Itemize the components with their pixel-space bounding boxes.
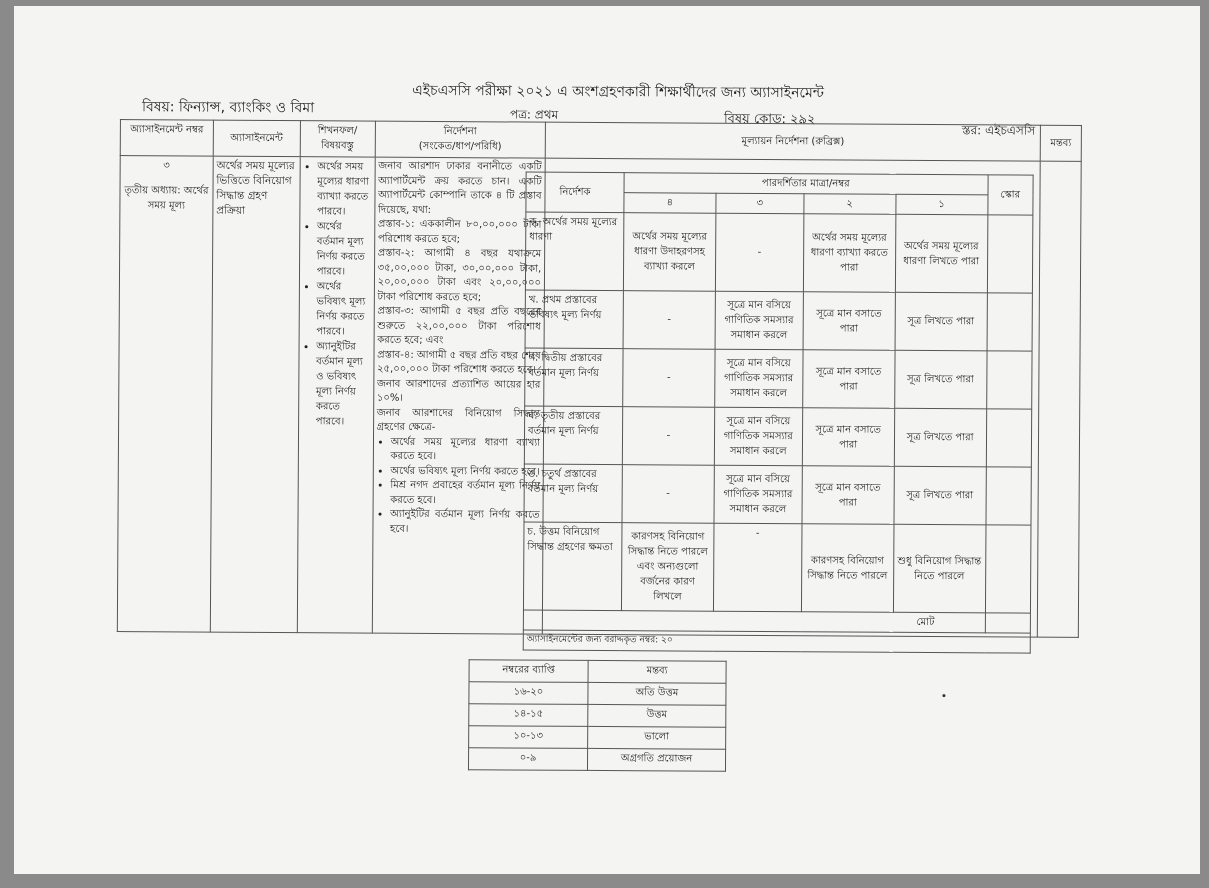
level-4-header: ৪ — [624, 193, 716, 214]
grade-header-remark: মন্তব্য — [588, 660, 726, 683]
instruction-bullet: • অর্থের সময় মূল্যের ধারণা ব্যাখ্যা করতে হবে। — [390, 435, 540, 465]
header-remarks: মন্তব্য — [1040, 125, 1081, 161]
instruction-bullet: • অ্যানুইটির বর্তমান মূল্য নির্ণয় করতে হবে। — [390, 508, 540, 538]
header-instruction: নির্দেশনা (সংকেত/ধাপ/পরিধি) — [375, 121, 546, 158]
total-score-cell — [985, 613, 1031, 633]
allocated-marks: অ্যাসাইনমেন্টের জন্য বরাদ্দকৃত নম্বর: ২০ — [523, 630, 1030, 653]
score-cell — [986, 409, 1032, 467]
remarks-cell — [1037, 161, 1081, 637]
score-cell — [985, 525, 1031, 613]
outcome-item: • অর্থের ভবিষ্যৎ মূল্য নির্ণয় করতে পারবে। — [316, 279, 370, 339]
level-3-header: ৩ — [716, 193, 804, 214]
header-assignment-no: অ্যাসাইনমেন্ট নম্বর — [120, 120, 213, 157]
grade-row: ০-৯ অগ্রগতি প্রয়োজন — [468, 748, 725, 772]
assignment-number: ৩ — [163, 160, 170, 172]
rubric-row: ক. অর্থের সময় মূল্যের ধারণা অর্থের সময় মূল্যের ধারণা উদাহরণসহ ব্যাখ্যা করলে - অর্থের সময় মূল্যের ধারণা ব্যাখ্যা করতে পারা অর্থের সময় মূল্যের ধারণা লিখতে পারা — [525, 212, 1032, 293]
proficiency-header: পারদর্শিতার মাত্রা/নম্বর — [624, 173, 988, 195]
subject-label: বিষয়: ফিন্যান্স, ব্যাংকিং ও বিমা — [141, 99, 315, 117]
rubric-row: খ. প্রথম প্রস্তাবের ভবিষ্যৎ মূল্য নির্ণয় - সূত্রে মান বসিয়ে গাণিতিক সমস্যার সমাধান করলে সূত্রে মান বসাতে পারা সূত্র লিখতে পারা — [525, 290, 1032, 351]
grade-table — [468, 659, 727, 772]
level-1-header: ১ — [896, 194, 988, 215]
rubric-table — [523, 172, 1034, 654]
subject-code: বিষয় কোড: ২৯২ — [723, 111, 816, 128]
grade-header-range: নম্বরের ব্যাপ্তি — [469, 660, 588, 683]
rubric-row: গ. দ্বিতীয় প্রস্তাবের বর্তমান মূল্য নির্ণয় - সূত্রে মান বসিয়ে গাণিতিক সমস্যার সমাধান করলে সূত্রে মান বসাতে পারা সূত্র লিখতে পারা — [525, 348, 1032, 409]
score-cell — [986, 467, 1032, 525]
outcome-item: • অ্যানুইটির বর্তমান মূল্য ও ভবিষ্যৎ মূল্য নির্ণয় করতে পারবে। — [316, 339, 370, 429]
assignment-number-cell — [117, 156, 213, 633]
rubric-row: ঘ. তৃতীয় প্রস্তাবের বর্তমান মূল্য নির্ণয় - সূত্রে মান বসিয়ে গাণিতিক সমস্যার সমাধান করলে সূত্রে মান বসাতে পারা সূত্র লিখতে পারা — [524, 406, 1031, 467]
score-cell — [986, 351, 1032, 409]
instruction-bullet: • অর্থের ভবিষ্যৎ মূল্য নির্ণয় করতে হবে। — [390, 464, 540, 479]
indicator-header: নির্দেশক — [526, 172, 624, 213]
score-cell — [987, 215, 1033, 293]
instruction-bullet: • মিশ্র নগদ প্রবাহের বর্তমান মূল্য নির্ণয় করতে হবে। — [390, 479, 540, 509]
score-header: স্কোর — [987, 175, 1033, 215]
header-learning-outcome: শিখনফল/ বিষয়বস্তু — [300, 121, 375, 157]
assignment-topic: অর্থের সময় মূল্যের ভিত্তিতে বিনিয়োগ সিদ্ধান্ত গ্রহণ প্রক্রিয়া — [210, 156, 300, 633]
learning-outcomes — [297, 157, 375, 633]
rubric-row: ঙ. চতুর্থ প্রস্তাবের বর্তমান মূল্য নির্ণয় - সূত্রে মান বসিয়ে গাণিতিক সমস্যার সমাধান করলে সূত্রে মান বসাতে পারা সূত্র লিখতে পারা — [524, 464, 1031, 525]
header-rubric: মূল্যায়ন নির্দেশনা (রুব্রিক্স) — [545, 122, 1040, 161]
paper-label: পত্র: প্রথম — [509, 107, 559, 122]
outcome-item: • অর্থের বর্তমান মূল্য নির্ণয় করতে পারবে। — [317, 219, 371, 279]
level-2-header: ২ — [804, 194, 896, 215]
rubric-row: চ. উত্তম বিনিয়োগ সিদ্ধান্ত গ্রহণের ক্ষমতা কারণসহ বিনিয়োগ সিদ্ধান্ত নিতে পারলে এবং অন্যগুলো বর্জনের কারণ লিখলে - কারণসহ বিনিয়োগ সিদ্ধান্ত নিতে পারলে শুধু বিনিয়োগ সিদ্ধান্ত নিতে পারলে — [523, 522, 1031, 613]
grade-row: ১০-১৩ ভালো — [469, 726, 726, 750]
instructions: জনাব আরশাদ ঢাকার বনানীতে একটি অ্যাপার্টমেন্ট ক্রয় করতে চান। একটি অ্যাপার্টমেন্ট কোম্পানি তাকে ৪ টি প্রস্তাব দিয়েছে, যথা: প্রস্তাব-১: এককালীন ৮০,০০,০০০ টাকা পরিশোধ করতে হবে; প্রস্তাব-২: আগামী ৪ বছর যথাক্রমে ৩৫,০০,০০০ টাকা, ৩০,০০,০০০ টাকা, ২০,০০,০০০ টাকা এবং ২০,০০,০০০ টাকা পরিশোধ করতে হবে; প্রস্তাব-৩: আগামী ৫ বছর প্রতি বছরের শুরুতে ২২,০০,০০০ টাকা পরিশোধ করতে হবে; এবং প্রস্তাব-৪: আগামী ৫ বছর প্রতি বছর শেষে ২৫,০০,০০০ টাকা পরিশোধ করতে হবে। জনাব আরশাদের প্রত্যাশিত আয়ের হার ১০%। জনাব আরশাদের বিনিয়োগ সিদ্ধান্ত গ্রহণের ক্ষেত্রে- • অর্থের সময় মূল্যের ধারণা ব্যাখ্যা করতে হবে। • অর্থের ভবিষ্যৎ মূল্য নির্ণয় করতে হবে। • মিশ্র নগদ প্রবাহের বর্তমান মূল্য নির্ণয় করতে হবে। • অ্যানুইটির বর্তমান মূল্য নির্ণয় করতে হবে। — [372, 157, 545, 634]
score-cell — [987, 293, 1033, 351]
total-label: মোট — [523, 610, 985, 633]
outcome-item: • অর্থের সময় মূল্যের ধারণা ব্যাখ্যা করতে পারবে। — [317, 159, 371, 219]
grade-row: ১৪-১৫ উত্তম — [469, 704, 726, 728]
document-title: এইচএসসি পরীক্ষা ২০২১ এ অংশগ্রহণকারী শিক্ষার্থীদের জন্য অ্যাসাইনমেন্ট — [412, 82, 824, 102]
header-assignment: অ্যাসাইনমেন্ট — [213, 120, 300, 157]
chapter-name: তৃতীয় অধ্যায়: অর্থের সময় মূল্য — [124, 185, 209, 212]
level-label: স্তর: এইচএসসি — [961, 123, 1036, 138]
ink-speck — [942, 694, 945, 697]
grade-row: ১৬-২০ অতি উত্তম — [469, 682, 726, 706]
